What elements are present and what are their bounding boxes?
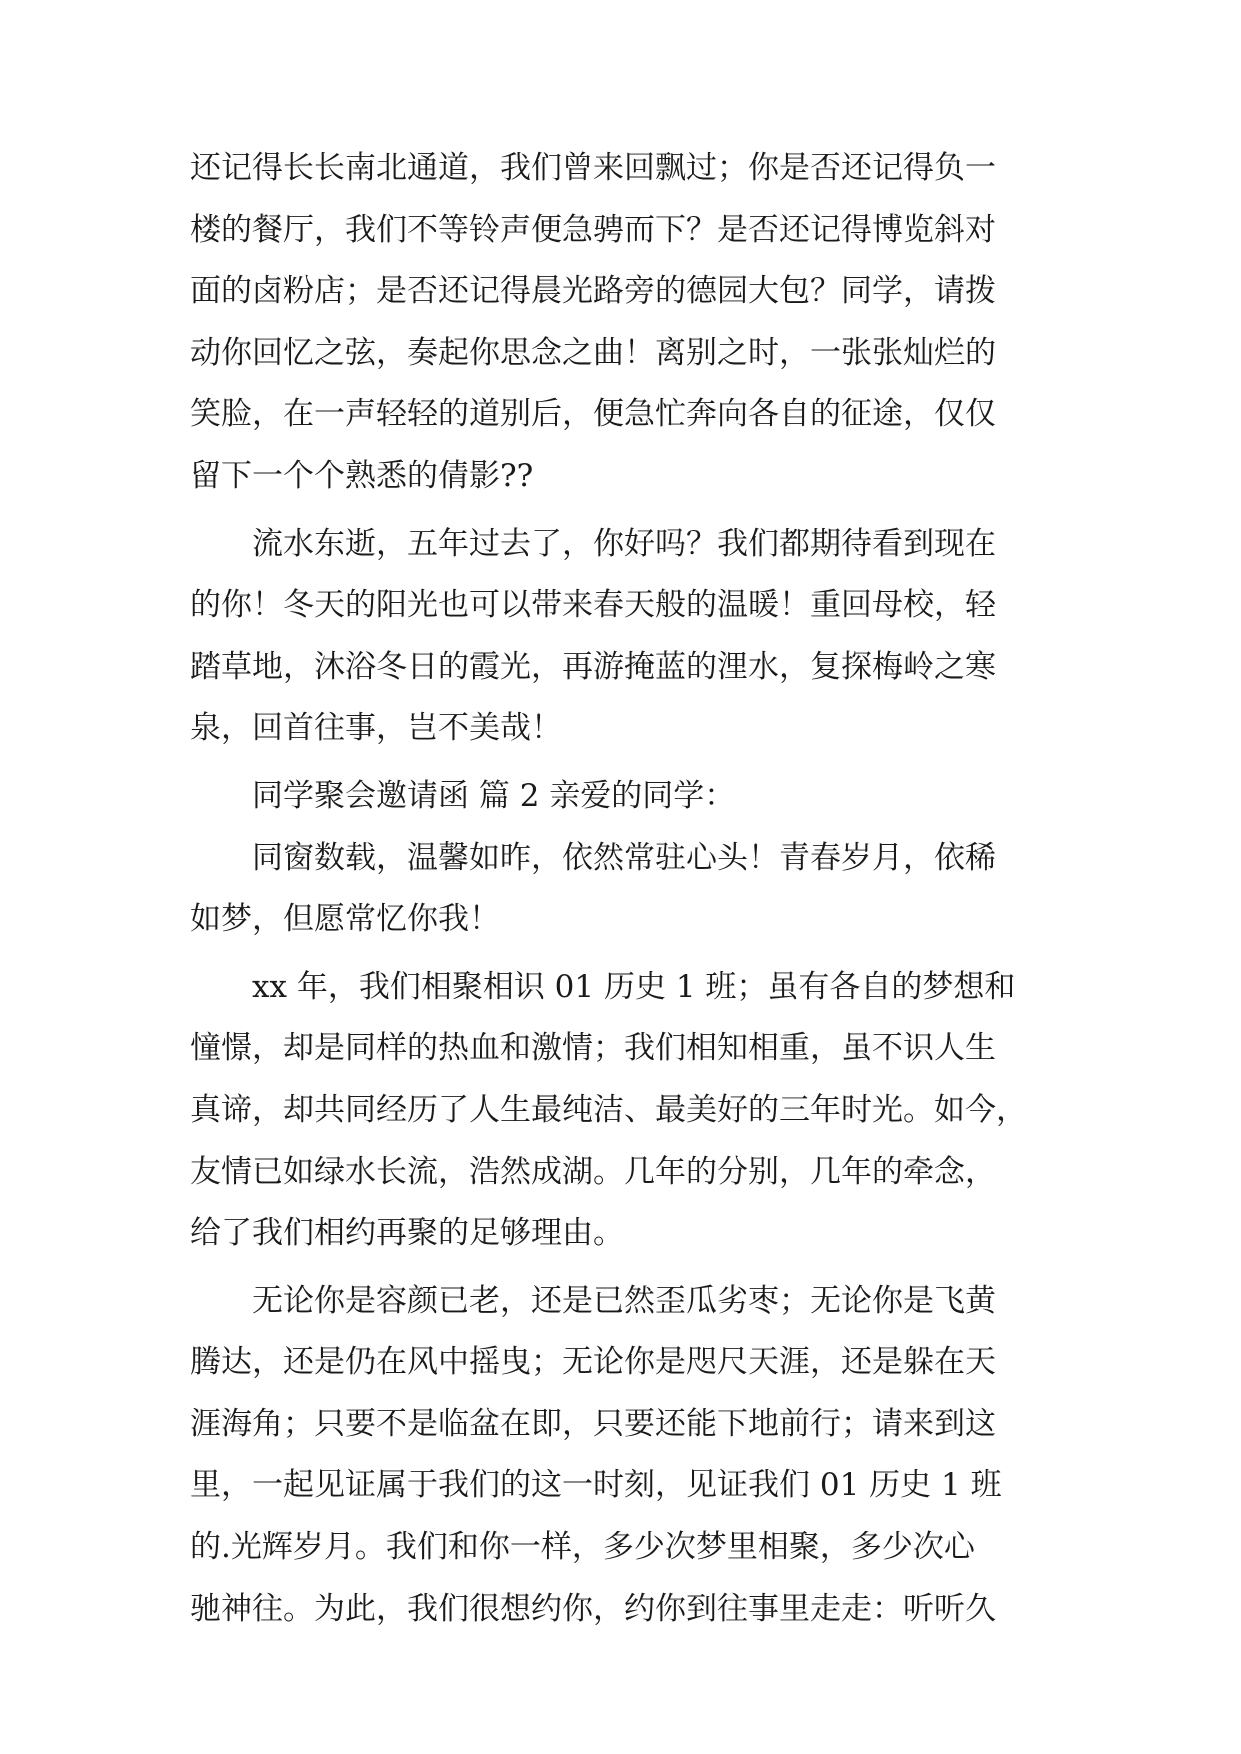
text-line: xx 年，我们相聚相识 01 历史 1 班；虽有各自的梦想和 <box>252 968 1016 1005</box>
text-line: 泉，回首往事，岂不美哉！ <box>190 710 562 747</box>
paragraph <box>190 138 1050 508</box>
text-line: 憧憬，却是同样的热血和激情；我们相知相重，虽不识人生 <box>190 1030 996 1067</box>
text-line: 同窗数载，温馨如昨，依然常驻心头！青春岁月，依稀 <box>252 839 996 876</box>
text-line: 里，一起见证属于我们的这一时刻，见证我们 01 历史 1 班 <box>190 1467 1002 1504</box>
paragraph <box>190 828 1050 951</box>
text-line: 笑脸，在一声轻轻的道别后，便急忙奔向各自的征途，仅仅 <box>190 396 996 433</box>
paragraph <box>190 766 1050 828</box>
text-line: 腾达，还是仍在风中摇曳；无论你是咫尺天涯，还是躲在天 <box>190 1344 996 1381</box>
text-line: 驰神往。为此，我们很想约你，约你到往事里走走：听听久 <box>190 1590 996 1627</box>
text-line: 还记得长长南北通道，我们曾来回飘过；你是否还记得负一 <box>190 150 996 186</box>
text-line: 无论你是容颜已老，还是已然歪瓜劣枣；无论你是飞黄 <box>252 1282 996 1319</box>
text-line: 如梦，但愿常忆你我！ <box>190 901 500 938</box>
section-heading: 同学聚会邀请函 篇 2 亲爱的同学： <box>252 777 736 814</box>
text-line: 留下一个个熟悉的倩影?? <box>190 457 534 494</box>
text-line: 给了我们相约再聚的足够理由。 <box>190 1215 624 1252</box>
text-line: 友情已如绿水长流，浩然成湖。几年的分别，几年的牵念， <box>190 1153 996 1190</box>
text-line: 涯海角；只要不是临盆在即，只要还能下地前行；请来到这 <box>190 1405 996 1442</box>
paragraph <box>190 1271 1050 1641</box>
text-line: 面的卤粉店；是否还记得晨光路旁的德园大包？同学，请拨 <box>190 273 996 310</box>
text-line: 楼的餐厅，我们不等铃声便急骋而下？是否还记得博览斜对 <box>190 211 996 248</box>
text-line: 流水东逝，五年过去了，你好吗？我们都期待看到现在 <box>252 525 996 562</box>
text-line: 的.光辉岁月。我们和你一样，多少次梦里相聚，多少次心 <box>190 1529 975 1566</box>
text-line: 的你！冬天的阳光也可以带来春天般的温暖！重回母校，轻 <box>190 587 996 624</box>
text-line: 动你回忆之弦，奏起你思念之曲！离别之时，一张张灿烂的 <box>190 334 996 371</box>
document-body <box>190 138 1050 1640</box>
text-line: 踏草地，沐浴冬日的霞光，再游掩蓝的浬水，复探梅岭之寒 <box>190 648 996 685</box>
paragraph <box>190 957 1050 1265</box>
paragraph <box>190 514 1050 760</box>
text-line: 真谛，却共同经历了人生最纯洁、最美好的三年时光。如今， <box>190 1091 1027 1128</box>
